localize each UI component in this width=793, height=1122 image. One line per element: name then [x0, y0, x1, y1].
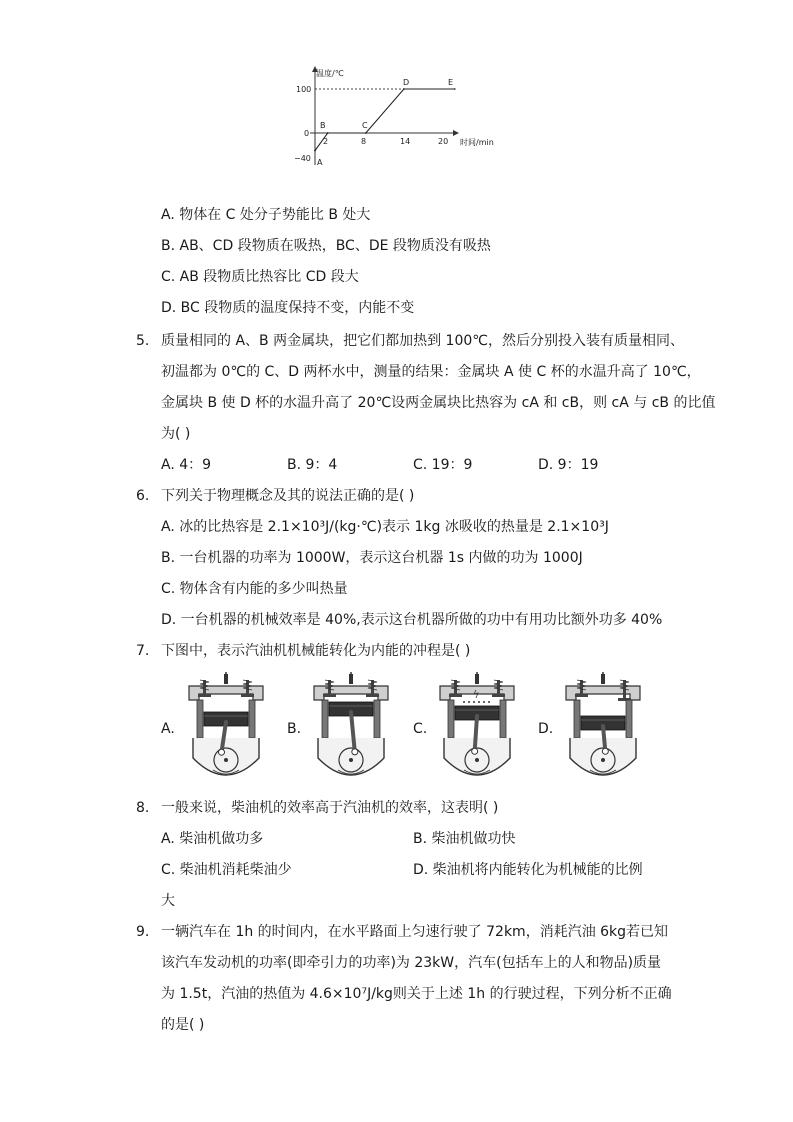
q7-option-a-label: A.	[161, 721, 175, 737]
q4-option-c: C. AB 段物质比热容比 CD 段大	[161, 269, 359, 285]
q7-option-c-label: C.	[413, 721, 428, 737]
q6-stem: 下列关于物理概念及其的说法正确的是( )	[161, 488, 415, 504]
q5-option-c: C. 19：9	[413, 457, 473, 473]
point-label-c: C	[362, 121, 368, 130]
x-tick-20: 20	[438, 137, 449, 146]
connecting-rod-icon	[603, 726, 605, 751]
q5-option-d: D. 9：19	[538, 457, 599, 473]
q6-option-a: A. 冰的比热容是 2.1×10³J/(kg·℃)表示 1kg 冰吸收的热量是 2.1×10³J	[161, 519, 609, 535]
q8-option-b: B. 柴油机做功快	[413, 831, 516, 847]
engine-diagram-a	[183, 672, 269, 784]
q9-stem-line-2: 该汽车发动机的功率(即牵引力的功率)为 23kW，汽车(包括车上的人和物品)质量	[161, 955, 662, 971]
crankcase-icon	[318, 738, 384, 775]
q8-option-c: C. 柴油机消耗柴油少	[161, 862, 292, 878]
point-label-d: D	[403, 78, 410, 87]
q5-number: 5.	[136, 333, 150, 349]
q7-option-b-label: B.	[287, 721, 302, 737]
point-label-b: B	[320, 121, 326, 130]
y-tick-neg40: −40	[294, 154, 311, 163]
y-tick-100: 100	[296, 85, 312, 94]
temperature-series-line	[315, 89, 455, 151]
q4-option-b: B. AB、CD 段物质在吸热，BC、DE 段物质没有吸热	[161, 238, 491, 254]
q8-stem: 一般来说，柴油机的效率高于汽油机的效率，这表明( )	[161, 800, 499, 816]
q8-option-d-continued: 大	[161, 893, 175, 909]
q6-number: 6.	[136, 488, 150, 504]
point-label-e: E	[448, 78, 454, 87]
engine-diagram-c	[434, 672, 520, 784]
data-point-d	[403, 88, 405, 90]
q5-stem-line-3: 金属块 B 使 D 杯的水温升高了 20℃设两金属块比热容为 cA 和 cB，则 cA 与 cB 的比值	[161, 395, 716, 411]
crankcase-icon	[193, 738, 259, 775]
q4-option-a: A. 物体在 C 处分子势能比 B 处大	[161, 207, 371, 223]
connecting-rod-icon	[475, 716, 477, 751]
q7-number: 7.	[136, 643, 150, 659]
y-tick-0: 0	[304, 129, 310, 138]
q5-stem-line-1: 质量相同的 A、B 两金属块，把它们都加热到 100℃，然后分别投入装有质量相同、	[161, 333, 684, 349]
x-tick-2: 2	[323, 137, 329, 146]
q5-stem-line-2: 初温都为 0℃的 C、D 两杯水中，测量的结果：金属块 A 使 C 杯的水温升高了 10℃，	[161, 364, 701, 380]
q9-number: 9.	[136, 924, 150, 940]
q7-stem: 下图中，表示汽油机机械能转化为内能的冲程是( )	[161, 643, 471, 659]
q9-stem-line-4: 的是( )	[161, 1017, 205, 1033]
data-point-a	[314, 150, 316, 152]
point-label-a: A	[317, 158, 323, 167]
temperature-time-graph	[290, 55, 510, 170]
x-axis-label: 时间/min	[460, 138, 494, 147]
q5-stem-line-4: 为( )	[161, 426, 191, 442]
engine-diagram-b	[308, 672, 394, 784]
q6-option-b: B. 一台机器的功率为 1000W，表示这台机器 1s 内做的功为 1000J	[161, 550, 583, 566]
q5-option-b: B. 9：4	[287, 457, 338, 473]
engine-diagram-d	[560, 672, 646, 784]
x-tick-14: 14	[400, 137, 411, 146]
q9-stem-line-3: 为 1.5t，汽油的热值为 4.6×10⁷J/kg则关于上述 1h 的行驶过程，下列分析不正确	[161, 986, 672, 1002]
q7-option-d-label: D.	[538, 721, 554, 737]
q5-option-a: A. 4：9	[161, 457, 212, 473]
data-point-b	[327, 132, 329, 134]
q9-stem-line-1: 一辆汽车在 1h 的时间内，在水平路面上匀速行驶了 72km，消耗汽油 6kg若已知	[161, 924, 669, 940]
q6-option-d: D. 一台机器的机械效率是 40%,表示这台机器所做的功中有用功比额外功多 40%	[161, 612, 663, 628]
y-axis-label: 温度/℃	[316, 69, 344, 78]
q4-option-d: D. BC 段物质的温度保持不变，内能不变	[161, 300, 415, 316]
q6-option-c: C. 物体含有内能的多少叫热量	[161, 581, 348, 597]
data-point-c	[365, 132, 367, 134]
q8-option-a: A. 柴油机做功多	[161, 831, 264, 847]
q8-number: 8.	[136, 800, 150, 816]
q8-option-d: D. 柴油机将内能转化为机械能的比例	[413, 862, 643, 878]
data-point-e	[454, 88, 456, 90]
x-tick-8: 8	[361, 137, 367, 146]
